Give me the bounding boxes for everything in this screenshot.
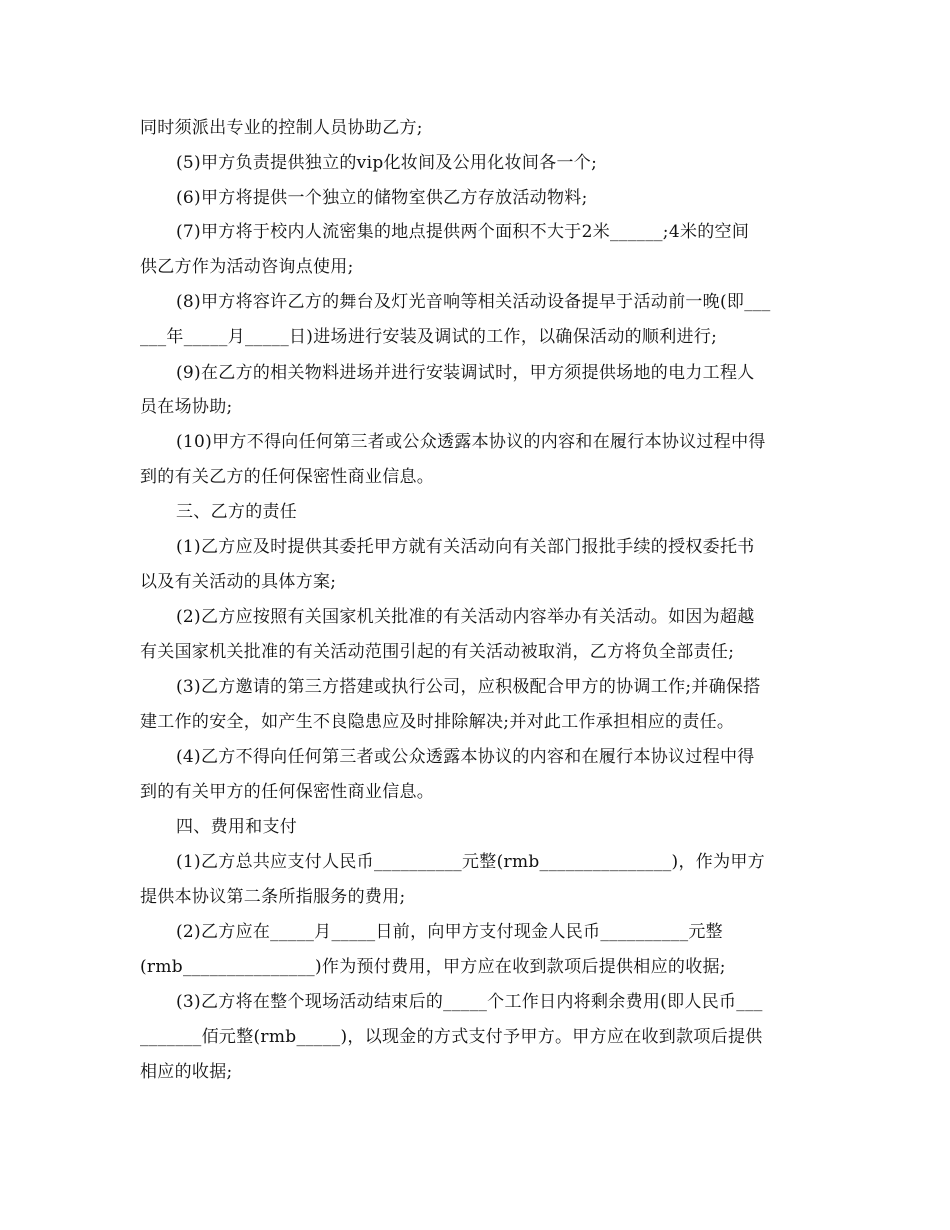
text-line: 供乙方作为活动咨询点使用; (140, 257, 354, 277)
text-line: (9)在乙方的相关物料进场并进行安装调试时，甲方须提供场地的电力工程人 (176, 363, 755, 383)
text-line: (1)乙方总共应支付人民币__________元整(rmb_______________)，作为甲方 (176, 852, 765, 872)
text-line: 到的有关乙方的任何保密性商业信息。 (140, 467, 435, 487)
text-line: 员在场协助; (140, 397, 233, 417)
text-line: (3)乙方将在整个现场活动结束后的_____个工作日内将剩余费用(即人民币___ (176, 992, 763, 1012)
text-line: (4)乙方不得向任何第三者或公众透露本协议的内容和在履行本协议过程中得 (176, 747, 755, 767)
text-line: (2)乙方应按照有关国家机关批准的有关活动内容举办有关活动。如因为超越 (176, 607, 755, 627)
text-line: _______佰元整(rmb_____)，以现金的方式支付予甲方。甲方应在收到款项后提供 (140, 1027, 763, 1047)
section-heading: 三、乙方的责任 (176, 502, 298, 522)
text-line: 以及有关活动的具体方案; (140, 572, 337, 592)
text-line: ___年_____月_____日)进场进行安装及调试的工作，以确保活动的顺利进行; (140, 327, 718, 347)
section-heading: 四、费用和支付 (176, 817, 298, 837)
text-line: (1)乙方应及时提供其委托甲方就有关活动向有关部门报批手续的授权委托书 (176, 537, 755, 557)
text-line: 有关国家机关批准的有关活动范围引起的有关活动被取消，乙方将负全部责任; (140, 642, 735, 662)
text-line: (10)甲方不得向任何第三者或公众透露本协议的内容和在履行本协议过程中得 (176, 432, 766, 452)
text-line: (rmb_______________)作为预付费用，甲方应在收到款项后提供相应的收据; (140, 957, 726, 977)
text-line: 提供本协议第二条所指服务的费用; (140, 887, 406, 907)
text-line: (5)甲方负责提供独立的vip化妆间及公用化妆间各一个; (176, 153, 598, 173)
text-line: 同时须派出专业的控制人员协助乙方; (140, 118, 423, 138)
text-line: (8)甲方将容许乙方的舞台及灯光音响等相关活动设备提早于活动前一晚(即___ (176, 292, 771, 312)
text-line: (3)乙方邀请的第三方搭建或执行公司，应积极配合甲方的协调工作;并确保搭 (176, 677, 761, 697)
text-line: 相应的收据; (140, 1062, 233, 1082)
text-line: 到的有关甲方的任何保密性商业信息。 (140, 782, 435, 802)
text-line: 建工作的安全，如产生不良隐患应及时排除解决;并对此工作承担相应的责任。 (140, 712, 735, 732)
text-line: (6)甲方将提供一个独立的储物室供乙方存放活动物料; (176, 188, 588, 208)
text-line: (2)乙方应在_____月_____日前，向甲方支付现金人民币__________元整 (176, 922, 723, 942)
text-line: (7)甲方将于校内人流密集的地点提供两个面积不大于2米______;4米的空间 (176, 222, 750, 242)
